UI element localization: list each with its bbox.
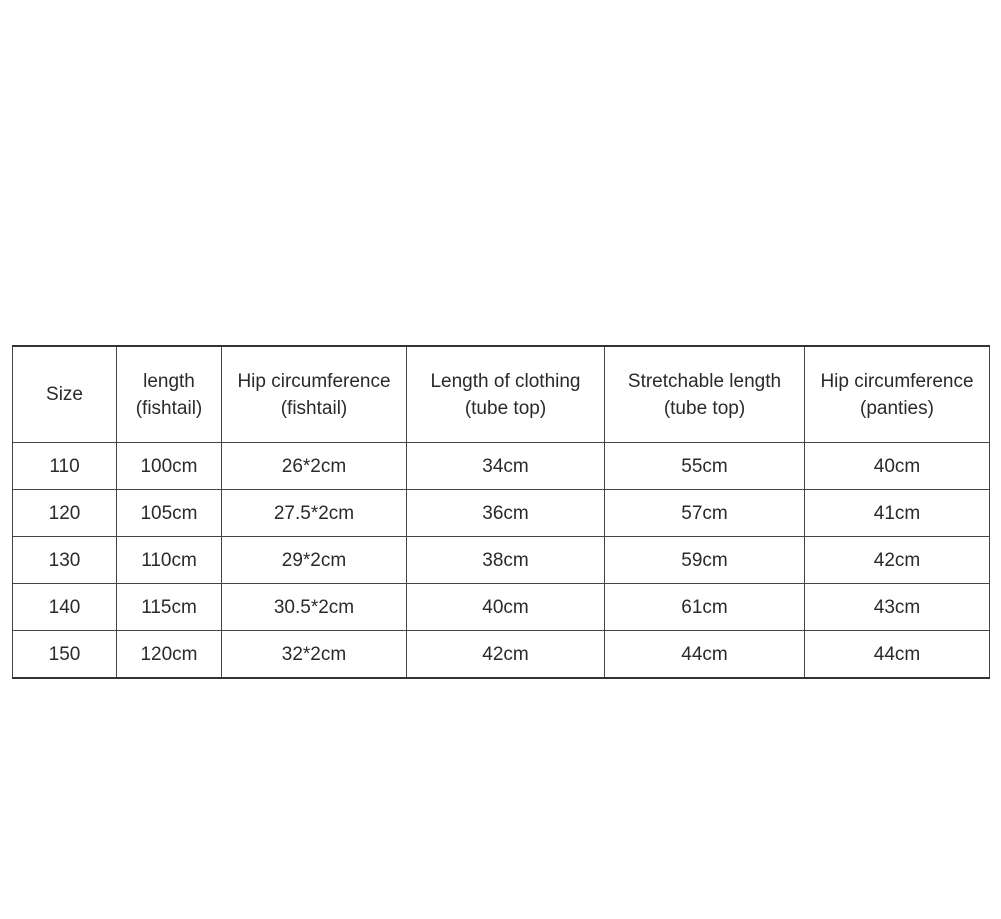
header-cell-clothing-length <box>407 346 605 443</box>
table-row <box>13 631 990 679</box>
table-row <box>13 443 990 490</box>
table-header <box>13 346 990 443</box>
table-cell: 44cm <box>805 631 990 679</box>
table-cell: 140 <box>13 584 117 631</box>
header-cell-stretchable-length <box>605 346 805 443</box>
table-cell: 110 <box>13 443 117 490</box>
header-subline: (fishtail) <box>135 397 203 419</box>
header-line: Hip circumference <box>820 370 974 392</box>
header-cell-length-fishtail <box>117 346 222 443</box>
table-cell: 29*2cm <box>222 537 407 584</box>
table-body <box>13 443 990 679</box>
table-cell: 110cm <box>117 537 222 584</box>
table-cell: 44cm <box>605 631 805 679</box>
table-cell: 42cm <box>805 537 990 584</box>
table-cell: 105cm <box>117 490 222 537</box>
table-cell: 41cm <box>805 490 990 537</box>
table-cell: 59cm <box>605 537 805 584</box>
header-line: Length of clothing <box>430 370 581 392</box>
table-cell: 32*2cm <box>222 631 407 679</box>
table-cell: 120 <box>13 490 117 537</box>
header-line: Size <box>46 384 83 405</box>
table-cell: 55cm <box>605 443 805 490</box>
header-subline: (panties) <box>860 397 934 419</box>
header-cell-size <box>13 346 117 443</box>
table-cell: 130 <box>13 537 117 584</box>
table-cell: 57cm <box>605 490 805 537</box>
table-cell: 42cm <box>407 631 605 679</box>
table-cell: 40cm <box>805 443 990 490</box>
header-cell-hip-fishtail <box>222 346 407 443</box>
table-cell: 26*2cm <box>222 443 407 490</box>
table-cell: 43cm <box>805 584 990 631</box>
table-cell: 100cm <box>117 443 222 490</box>
size-chart-table <box>12 345 990 679</box>
header-line: Stretchable length <box>627 370 782 392</box>
table-cell: 36cm <box>407 490 605 537</box>
header-line: length <box>143 370 195 392</box>
table-row <box>13 584 990 631</box>
table-cell: 34cm <box>407 443 605 490</box>
table-row <box>13 537 990 584</box>
table-cell: 120cm <box>117 631 222 679</box>
header-cell-hip-panties <box>805 346 990 443</box>
header-subline: (fishtail) <box>280 397 348 419</box>
header-subline: (tube top) <box>464 397 547 419</box>
header-line: Hip circumference <box>237 370 391 392</box>
table-cell: 150 <box>13 631 117 679</box>
table-cell: 61cm <box>605 584 805 631</box>
table-cell: 40cm <box>407 584 605 631</box>
table-cell: 115cm <box>117 584 222 631</box>
header-row <box>13 346 990 443</box>
table-cell: 38cm <box>407 537 605 584</box>
table-cell: 27.5*2cm <box>222 490 407 537</box>
table-cell: 30.5*2cm <box>222 584 407 631</box>
table-row <box>13 490 990 537</box>
header-subline: (tube top) <box>663 397 746 419</box>
